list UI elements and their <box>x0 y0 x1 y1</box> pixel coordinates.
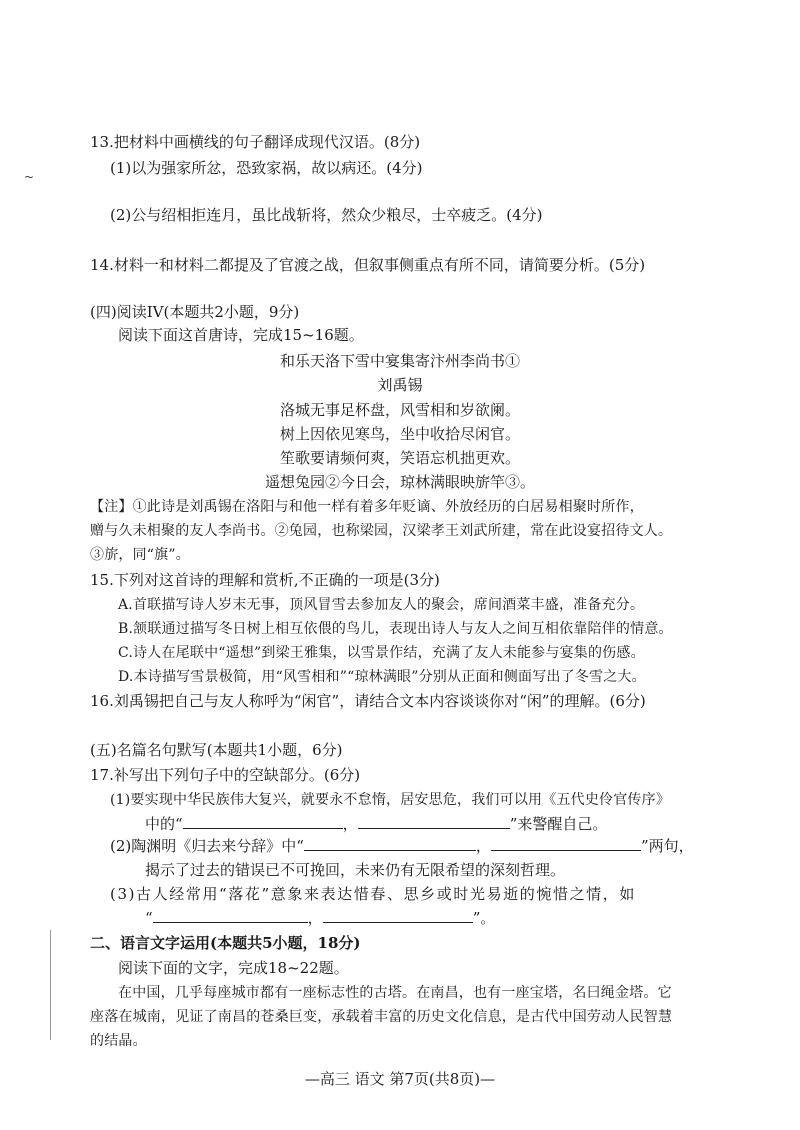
answer-blank-4[interactable] <box>491 836 641 851</box>
margin-mark: ~ <box>24 170 35 184</box>
question-17-item-1-line-1: (1)要实现中华民族伟大复兴，就要永不怠惰，居安思危，我们可以用《五代史伶官传序》 <box>110 792 671 808</box>
item-2-separator: ， <box>475 837 491 855</box>
part-2-intro: 阅读下面的文字，完成18~22题。 <box>118 959 349 977</box>
question-17-item-3-line-2 <box>145 908 495 928</box>
item-2-lead-text: (2)陶渊明《归去来兮辞》中“ <box>110 837 304 855</box>
answer-blank-5[interactable] <box>153 908 308 923</box>
answer-blank-1[interactable] <box>183 814 343 829</box>
poem-note-2: 赠与久未相聚的友人李尚书。②兔园，也称梁园，汉梁孝王刘武所建，常在此设宴招待文人。 <box>90 523 673 539</box>
answer-blank-6[interactable] <box>323 908 473 923</box>
question-16: 16.刘禹锡把自己与友人称呼为“闲官”，请结合文本内容谈谈你对“闲”的理解。(6分) <box>90 692 646 710</box>
item-2-close-text: ”两句， <box>640 837 694 855</box>
section-4-intro: 阅读下面这首唐诗，完成15~16题。 <box>118 326 364 344</box>
item-1-separator: ， <box>342 815 358 833</box>
item-3-open-quote: “ <box>145 909 153 927</box>
question-17-item-2-line-2: 揭示了过去的错误已不可挽回，未来仍有无限希望的深刻哲理。 <box>145 861 566 879</box>
poem-line-2: 树上因依见寒鸟，坐中收拾尽闲官。 <box>279 425 520 443</box>
poem-note-1: 【注】①此诗是刘禹锡在洛阳与和他一样有着多年贬谪、外放经历的白居易相聚时所作， <box>90 499 644 515</box>
question-13-sentence-1: (1)以为强家所忿，恐致家祸，故以病还。(4分) <box>110 159 423 177</box>
question-17-item-2-line-1 <box>110 836 694 856</box>
item-3-close-text: ”。 <box>472 909 496 927</box>
passage-line-3: 的结晶。 <box>90 1033 147 1049</box>
answer-blank-3[interactable] <box>304 836 476 851</box>
section-4-heading: (四)阅读IV(本题共2小题，9分) <box>90 303 300 321</box>
question-13-sentence-2: (2)公与绍相拒连月，虽比战斩将，然众少粮尽，士卒疲乏。(4分) <box>110 206 543 224</box>
poem-line-1: 洛城无事足杯盘，风雪相和岁欲阑。 <box>279 401 520 419</box>
section-5-heading: (五)名篇名句默写(本题共1小题，6分) <box>90 741 343 759</box>
question-13-stem: 13.把材料中画横线的句子翻译成现代汉语。(8分) <box>90 133 421 151</box>
passage-line-2: 座落在城南，见证了南昌的苍桑巨变，承载着丰富的历史文化信息，是古代中国劳动人民智慧 <box>90 1009 673 1025</box>
scan-edge-line <box>50 930 51 1040</box>
question-15-option-c: C.诗人在尾联中“遥想”到梁王雅集，以雪景作结，充满了友人未能参与宴集的伤感。 <box>118 645 645 661</box>
passage-line-1: 在中国，几乎每座城市都有一座标志性的古塔。在南昌，也有一座宝塔，名曰绳金塔。它 <box>118 985 672 1001</box>
page-footer: —高三 语文 第7页(共8页)— <box>304 1070 496 1088</box>
poem-line-4: 遥想兔园②今日会，琼林满眼映旂竿③。 <box>264 473 535 491</box>
poem-title: 和乐天洛下雪中宴集寄汴州李尚书① <box>279 352 520 370</box>
question-17-stem: 17.补写出下列句子中的空缺部分。(6分) <box>90 766 361 784</box>
item-1-close-text: ”来警醒自己。 <box>509 815 608 833</box>
poem-author: 刘禹锡 <box>377 376 423 394</box>
question-17-item-1-line-2 <box>145 814 607 834</box>
question-17-item-3-line-1: (3)古人经常用“落花”意象来表达惜春、思乡或时光易逝的惋惜之情，如 <box>110 885 636 903</box>
poem-line-3: 笙歌要请频何爽，笑语忘机拙更欢。 <box>279 449 520 467</box>
question-15-option-d: D.本诗描写雪景极简，用“风雪相和”“琼林满眼”分别从正面和侧面写出了冬雪之大。 <box>118 669 646 685</box>
poem-note-3: ③旂，同“旗”。 <box>90 547 190 563</box>
answer-blank-2[interactable] <box>358 814 510 829</box>
question-15-option-a: A.首联描写诗人岁末无事，顶风冒雪去参加友人的聚会，席间酒菜丰盛，准备充分。 <box>118 597 645 613</box>
item-1-open-quote: 中的“ <box>145 815 183 833</box>
question-15-option-b: B.颔联通过描写冬日树上相互依偎的鸟儿，表现出诗人与友人之间互相依靠陪伴的情意。 <box>118 621 673 637</box>
part-2-heading: 二、语言文字运用(本题共5小题，18分) <box>90 934 361 952</box>
question-15-stem: 15.下列对这首诗的理解和赏析,不正确的一项是(3分) <box>90 571 440 589</box>
item-3-separator: ， <box>307 909 323 927</box>
question-14: 14.材料一和材料二都提及了官渡之战，但叙事侧重点有所不同，请简要分析。(5分) <box>90 256 646 274</box>
